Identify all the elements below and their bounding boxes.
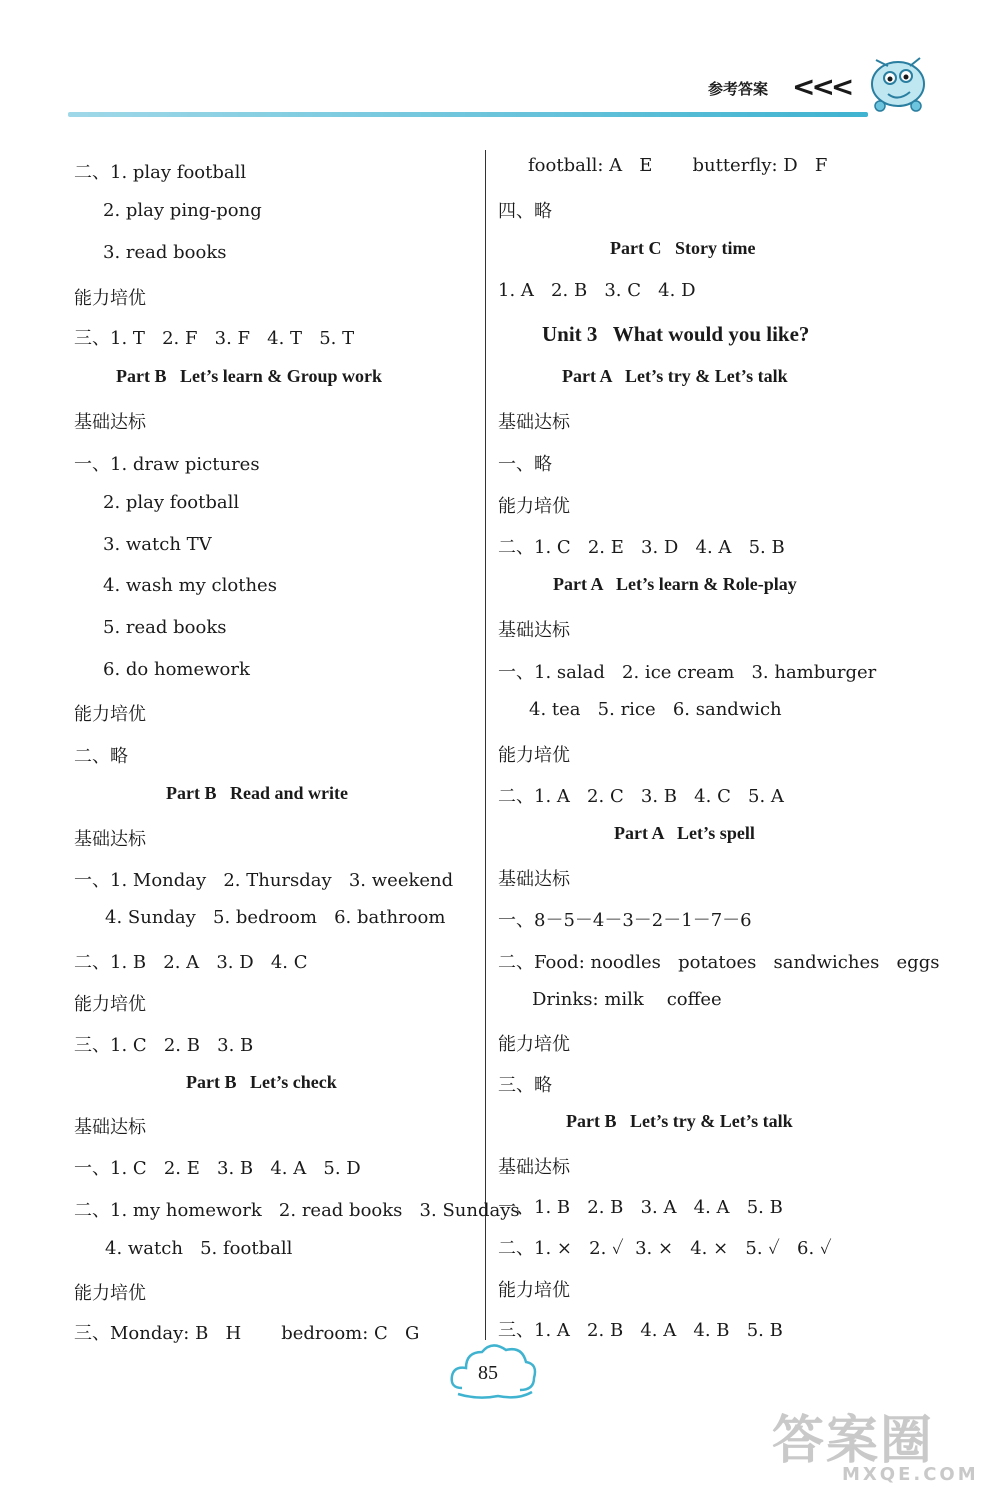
left-answer-line: 一、1. C 2. E 3. B 4. A 5. D	[74, 1158, 361, 1179]
right-answer-line: 一、1. salad 2. ice cream 3. hamburger	[498, 662, 877, 683]
right-answer-line: 一、1. B 2. B 3. A 4. A 5. B	[498, 1197, 783, 1218]
right-answer-line: Part A Let’s spell	[614, 823, 755, 843]
right-answer-line: 能力培优	[498, 496, 570, 517]
left-answer-line: 能力培优	[74, 288, 146, 309]
right-answer-line: Part B Let’s try & Let’s talk	[566, 1111, 793, 1131]
left-answer-line: 3. read books	[103, 242, 227, 263]
chevrons-icon: <<<	[792, 70, 851, 103]
left-answer-line: 能力培优	[74, 1283, 146, 1304]
left-answer-line: 3. watch TV	[103, 534, 212, 555]
right-answer-line: 三、1. A 2. B 4. A 4. B 5. B	[498, 1320, 783, 1341]
watermark	[772, 1398, 979, 1485]
left-answer-line: Part B Let’s check	[186, 1072, 337, 1092]
left-answer-line: 三、Monday: B H bedroom: C G	[74, 1323, 420, 1344]
right-answer-line: Part C Story time	[610, 238, 756, 258]
right-answer-line: 三、略	[498, 1075, 552, 1096]
left-answer-line: 4. wash my clothes	[103, 575, 277, 596]
right-answer-line: 1. A 2. B 3. C 4. D	[498, 280, 696, 301]
left-answer-line: 5. read books	[103, 617, 227, 638]
right-answer-line: 一、略	[498, 454, 552, 475]
left-answer-line: 二、1. play football	[74, 162, 247, 183]
right-answer-line: 四、略	[498, 201, 552, 222]
left-answer-line: 6. do homework	[103, 659, 250, 680]
left-answer-line: Part B Read and write	[166, 783, 348, 803]
left-answer-line: 二、1. my homework 2. read books 3. Sundays	[74, 1200, 520, 1221]
right-answer-line: 二、1. × 2. ✓ 3. × 4. × 5. ✓ 6. ✓	[498, 1238, 832, 1259]
right-answer-line: 4. tea 5. rice 6. sandwich	[529, 699, 782, 720]
right-answer-line: 二、1. A 2. C 3. B 4. C 5. A	[498, 786, 784, 807]
right-answer-line: 能力培优	[498, 1280, 570, 1301]
left-answer-line: 4. watch 5. football	[105, 1238, 293, 1259]
right-answer-line: Part A Let’s try & Let’s talk	[562, 366, 788, 386]
right-answer-line: 基础达标	[498, 620, 570, 641]
left-answer-line: 基础达标	[74, 412, 146, 433]
left-answer-line: 二、略	[74, 746, 128, 767]
left-answer-line: 能力培优	[74, 994, 146, 1015]
left-answer-line: 三、1. C 2. B 3. B	[74, 1035, 254, 1056]
right-answer-line: 一、8－5－4－3－2－1－7－6	[498, 910, 752, 931]
left-answer-line: 2. play ping-pong	[103, 200, 262, 221]
watermark-url: MXQE.COM	[842, 1464, 979, 1485]
left-answer-line: 三、1. T 2. F 3. F 4. T 5. T	[74, 328, 355, 349]
right-answer-line: 基础达标	[498, 412, 570, 433]
left-answer-line: 基础达标	[74, 829, 146, 850]
header-label: 参考答案	[708, 80, 769, 98]
left-answer-line: Part B Let’s learn & Group work	[116, 366, 382, 386]
right-answer-line: 二、Food: noodles potatoes sandwiches eggs	[498, 952, 940, 973]
left-answer-line: 一、1. draw pictures	[74, 454, 260, 475]
left-answer-line: 基础达标	[74, 1117, 146, 1138]
right-answer-line: football: A E butterfly: D F	[528, 155, 828, 176]
right-answer-line: 能力培优	[498, 745, 570, 766]
right-answer-line: 基础达标	[498, 869, 570, 890]
header-rule	[68, 112, 868, 117]
page-number: 85	[478, 1362, 498, 1384]
right-answer-line: Unit 3 What would you like?	[542, 322, 810, 346]
column-divider	[485, 150, 486, 1340]
watermark-logo: 答案圈	[772, 1411, 935, 1471]
right-answer-line: Part A Let’s learn & Role-play	[553, 574, 797, 594]
left-answer-line: 能力培优	[74, 704, 146, 725]
right-answer-line: 二、1. C 2. E 3. D 4. A 5. B	[498, 537, 785, 558]
left-answer-line: 二、1. B 2. A 3. D 4. C	[74, 952, 308, 973]
right-answer-line: 基础达标	[498, 1157, 570, 1178]
left-answer-line: 2. play football	[103, 492, 240, 513]
mascot-icon	[858, 40, 938, 120]
left-answer-line: 4. Sunday 5. bedroom 6. bathroom	[105, 907, 446, 928]
right-answer-line: 能力培优	[498, 1034, 570, 1055]
left-answer-line: 一、1. Monday 2. Thursday 3. weekend	[74, 870, 454, 891]
right-answer-line: Drinks: milk coffee	[532, 989, 722, 1010]
